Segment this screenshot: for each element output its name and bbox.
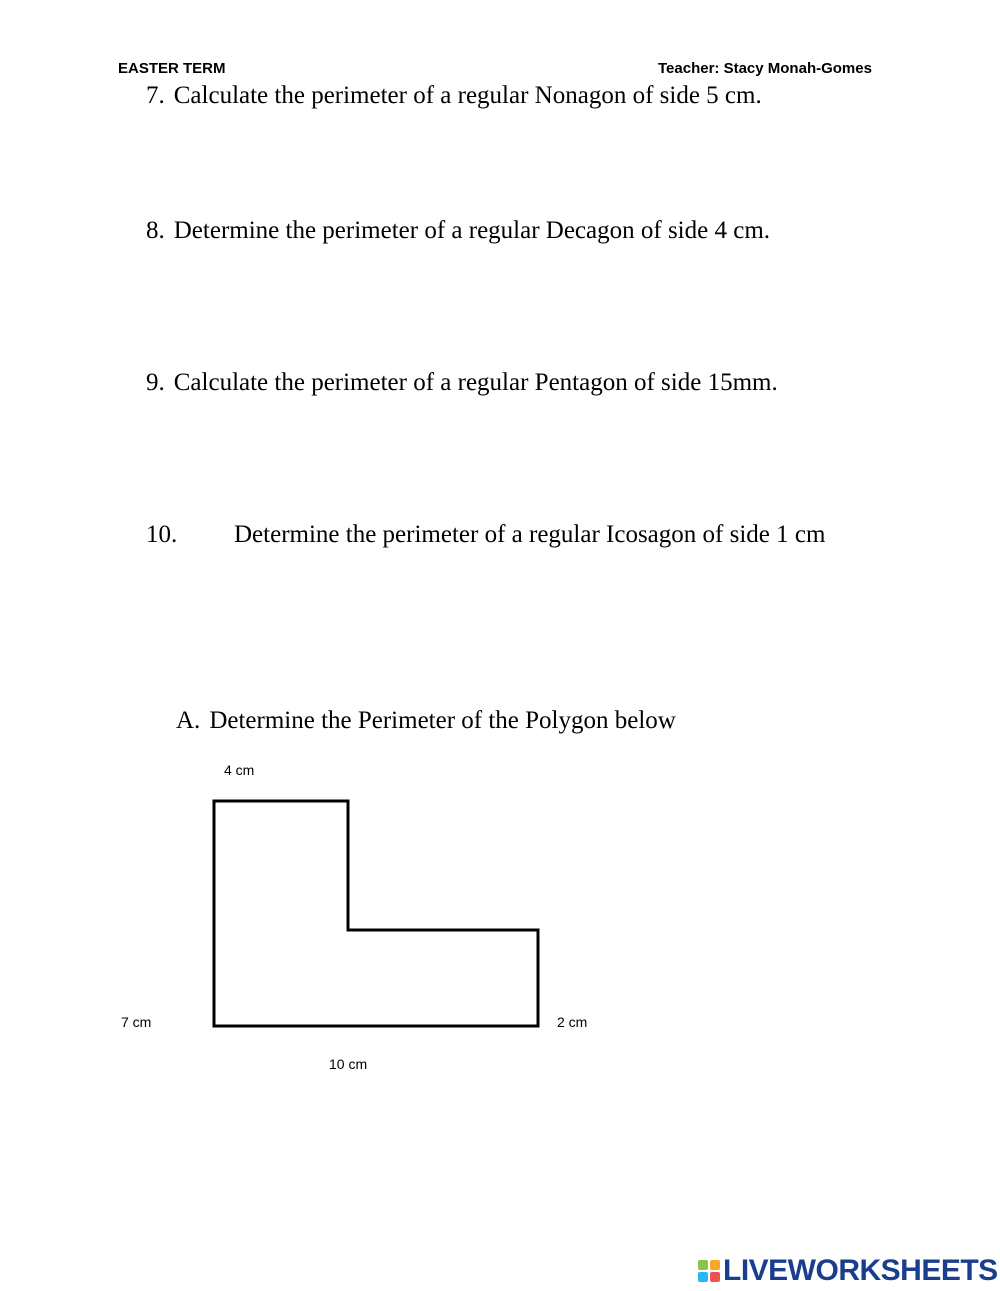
section-label: A. [176, 707, 201, 734]
dimension-label-left: 7 cm [121, 1014, 152, 1030]
question-text: Determine the perimeter of a regular Decagon of side 4 cm. [173, 217, 771, 244]
question-number: 10. [146, 521, 178, 548]
logo-mark-tile [710, 1260, 720, 1270]
logo-mark-tile [698, 1272, 708, 1282]
section-text: Determine the Perimeter of the Polygon below [209, 707, 676, 734]
liveworksheets-logo [698, 1254, 998, 1288]
question-number: 8. [146, 217, 165, 244]
logo-mark-icon [698, 1260, 720, 1282]
question-text: Determine the perimeter of a regular Icosagon of side 1 cm [234, 521, 826, 548]
logo-text: LIVEWORKSHEETS [723, 1254, 998, 1287]
question-number: 9. [146, 369, 165, 396]
dimension-label-top: 4 cm [224, 762, 255, 778]
question-text: Calculate the perimeter of a regular Nonagon of side 5 cm. [173, 82, 762, 109]
header-teacher: Teacher: Stacy Monah-Gomes [658, 60, 872, 77]
logo-mark-tile [710, 1272, 720, 1282]
header-term: EASTER TERM [118, 60, 226, 77]
logo-mark-tile [698, 1260, 708, 1270]
dimension-label-bottom: 10 cm [329, 1056, 368, 1072]
polygon-outline [214, 801, 538, 1026]
question-text: Calculate the perimeter of a regular Pentagon of side 15mm. [173, 369, 778, 396]
question-number: 7. [146, 82, 165, 109]
dimension-label-right: 2 cm [557, 1014, 588, 1030]
